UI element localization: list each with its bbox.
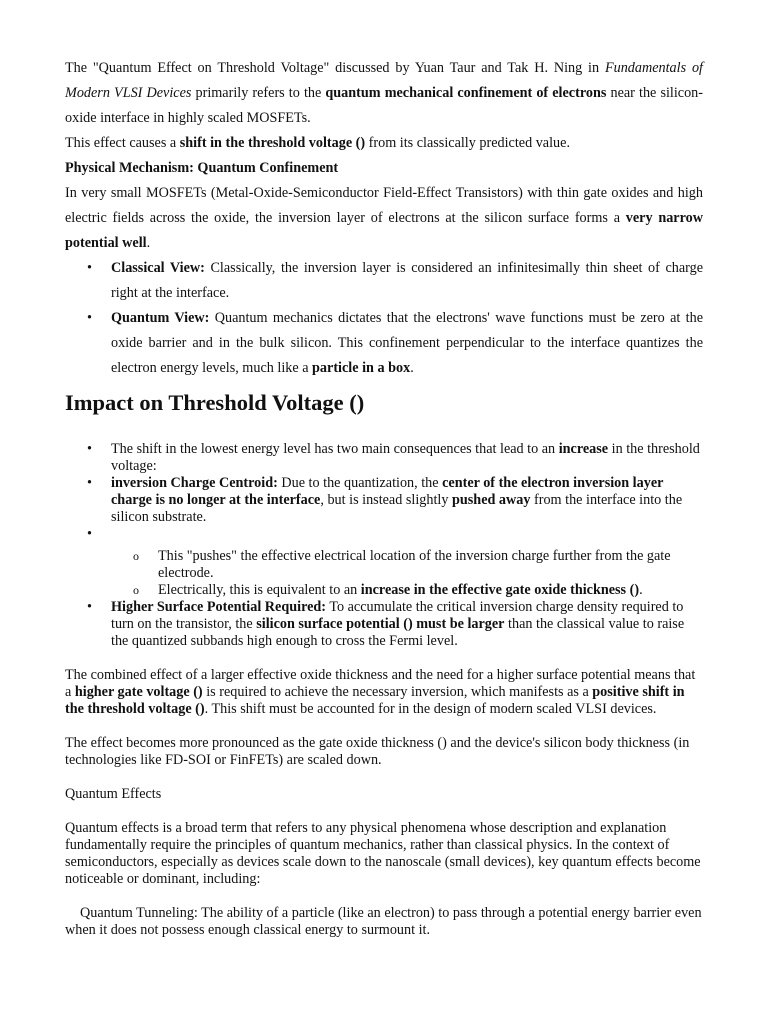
effect-paragraph [65,131,703,156]
bold-text: particle in a box [312,360,411,376]
quantum-effects-heading: Quantum Effects [65,786,162,802]
text: Electrically, this is equivalent to an [158,582,361,598]
list-item-quantum-view [65,306,703,381]
text: This effect causes a [65,135,180,151]
text: In very small MOSFETs (Metal-Oxide-Semiconductor Field-Effect Transistors) with thin gate oxides and high electric fields across the oxide, the inversion layer of electrons at the silicon surface forms a [65,185,703,226]
tunneling-paragraph: Quantum Tunneling: The ability of a particle (like an electron) to pass through a potential energy barrier even when it does not possess enough classical energy to surmount it. [65,905,702,938]
sub-item-pushes [65,548,703,582]
text: The combined effect of a larger effective oxide thickness and the need for a higher surface potential means that a [65,667,696,700]
text: . This shift must be accounted for in the design of modern scaled VLSI devices. [204,701,657,717]
scaling-paragraph: The effect becomes more pronounced as the gate oxide thickness () and the device's silicon body thickness (in technologies like FD-SOI or FinFETs) are scaled down. [65,735,690,768]
bold-label: Classical View: [111,260,205,276]
bold-text: quantum mechanical confinement of electrons [325,85,607,101]
bullet-icon: • [87,441,92,457]
bullet-icon: • [87,310,92,326]
text: Quantum mechanics dictates that the electrons' wave functions must be zero at the oxide barrier and in the bulk silicon. This confinement perpendicular to the interface quantizes the electron energy levels, much like a [111,310,703,376]
bold-text: center of the electron inversion layer charge is no longer at the interface [111,475,664,508]
mechanism-heading [65,156,703,181]
text: The "Quantum Effect on Threshold Voltage" discussed by Yuan Taur and Tak H. Ning in [65,60,605,76]
list-item-classical-view [65,256,703,306]
bold-text: pushed away [452,492,531,508]
bold-text: positive shift in the threshold voltage () [65,684,685,717]
text: , but is instead slightly [320,492,452,508]
text: This "pushes" the effective electrical location of the inversion charge further from the gate electrode. [158,548,671,581]
bold-label: Higher Surface Potential Required: [111,599,327,615]
quantum-effects-paragraph: Quantum effects is a broad term that refers to any physical phenomena whose description and explanation fundamentally require the principles of quantum mechanics, rather than classical physics. In the context of semiconductors, especially as devices scale down to the nanoscale (small devices), key quantum effects become noticeable or dominant, including: [65,820,701,887]
text: than the classical value to raise the quantized subbands high enough to cross the Fermi level. [111,616,685,649]
text: To accumulate the critical inversion charge density required to turn on the transistor, the [111,599,684,632]
text: The shift in the lowest energy level has two main consequences that lead to an [111,441,559,457]
bullet-icon: • [87,599,92,615]
circle-bullet-icon: o [133,549,139,563]
impact-item-surface-potential [65,599,703,650]
bullet-icon: • [87,260,92,276]
text: is required to achieve the necessary inversion, which manifests as a [202,684,593,700]
bold-label: inversion Charge Centroid: [111,475,278,491]
bullet-icon: • [87,475,92,491]
book-title: Fundamentals of Modern VLSI Devices [65,60,703,101]
sub-item-oxide-thickness [65,582,703,599]
bold-text: very narrow potential well [65,210,703,251]
text: primarily refers to the [191,85,326,101]
heading-text: Physical Mechanism: Quantum Confinement [65,160,339,176]
circle-bullet-icon: o [133,583,139,597]
mechanism-paragraph [65,181,703,256]
text: Classically, the inversion layer is considered an infinitesimally thin sheet of charge right at the interface. [111,260,703,301]
text: . [146,235,151,251]
text: in the threshold voltage: [111,441,700,474]
combined-effect-paragraph [65,667,703,718]
impact-item-centroid [65,475,703,526]
text: . [639,582,643,598]
impact-item-empty [65,526,703,543]
bold-text: increase [558,441,609,457]
text: . [410,360,414,376]
text: from its classically predicted value. [365,135,570,151]
impact-heading: Impact on Threshold Voltage () [65,390,365,415]
bold-text: higher gate voltage () [74,684,203,700]
document-page [65,56,703,939]
bullet-icon: • [87,526,92,542]
text: Due to the quantization, the [277,475,443,491]
text: from the interface into the silicon substrate. [111,492,683,525]
bold-label: Quantum View: [111,310,210,326]
bold-text: shift in the threshold voltage () [179,135,366,151]
bold-text: increase in the effective gate oxide thickness () [360,582,640,598]
text: near the silicon-oxide interface in highly scaled MOSFETs. [65,85,703,126]
bold-text: silicon surface potential () must be larger [256,616,505,632]
impact-item-intro [65,441,703,475]
intro-paragraph [65,56,703,131]
